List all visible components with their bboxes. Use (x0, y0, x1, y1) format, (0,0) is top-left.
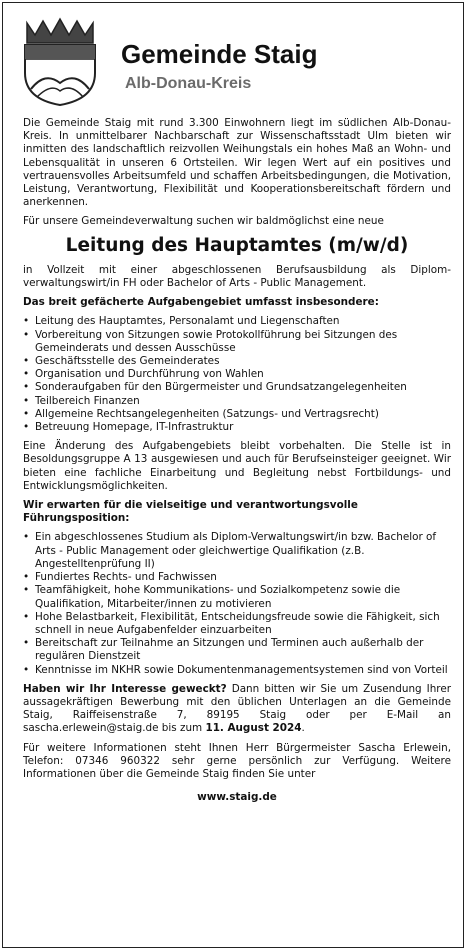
org-name: Gemeinde Staig (121, 39, 318, 69)
ad-body (23, 117, 451, 804)
list-item: • Teamfähigkeit, hohe Kommunikations- und Sozialkompetenz sowie die Qualifikation, Mitarbeiter/innen zu motivieren (23, 584, 451, 610)
search-line: Für unsere Gemeindeverwaltung suchen wir baldmöglichst eine neue (23, 215, 384, 228)
list-item: • Geschäftsstelle des Gemeinderates (23, 355, 451, 368)
expectations-heading: Wir erwarten für die vielseitige und verantwortungsvolle Führungsposition: (23, 499, 358, 525)
list-item: • Vorbereitung von Sitzungen sowie Protokollführung bei Sitzungen des Gemeinderats und dessen Ausschüsse (23, 329, 451, 355)
change-note: Eine Änderung des Aufgabengebiets bleibt vorbehalten. Die Stelle ist in Besoldungsgruppe A 13 ausgewiesen und auch für Berufseinsteiger geeignet. Wir bieten eine fachliche Einarbeitung und Begleitung nebst Fortbildungs- und Entwicklungsmöglichkeiten. (23, 440, 451, 492)
list-item: • Bereitschaft zur Teilnahme an Sitzungen und Terminen auch außerhalb der regulären Dienstzeit (23, 637, 451, 663)
coat-of-arms-icon (21, 17, 99, 107)
apply-text: Dann bitten wir Sie um Zusendung Ihrer aussagekräftigen Bewerbung mit den üblichen Unterlagen an die Gemeinde Staig, Raiffeisenstraße 7, 89195 Staig oder per E-Mail an sascha.erlewein@staig.de bis zum (23, 682, 452, 735)
website-link[interactable]: www.staig.de (197, 791, 277, 804)
qualification-line: in Vollzeit mit einer abgeschlossenen Berufsausbildung als Diplomverwaltungswirt/in FH oder Bachelor of Arts - Public Management. (23, 263, 451, 290)
intro-paragraph: Die Gemeinde Staig mit rund 3.300 Einwohnern liegt im südlichen Alb-Donau-Kreis. In unmittelbarer Nachbarschaft zur Wissenschaftsstadt Ulm bieten wir inmitten des landschaftlich reizvollen Weihungstals ein hohes Maß an Wohn- und Lebensqualität in unseren 6 Ortsteilen. Wir legen Wert auf ein positives und vertrauensvolles Arbeitsumfeld und schaffen Arbeitsbedingungen, die Motivation, Leistung, Verantwortung, Flexibilität und Kooperationsbereitschaft fördern und anerkennen. (23, 117, 451, 209)
job-title: Leitung des Hauptamtes (m/w/d) (65, 234, 409, 256)
list-item: • Organisation und Durchführung von Wahlen (23, 368, 451, 381)
list-item: • Leitung des Hauptamtes, Personalamt und Liegenschaften (23, 315, 451, 328)
list-item: • Hohe Belastbarkeit, Flexibilität, Entscheidungsfreude sowie die Fähigkeit, sich schnell in neue Aufgabenfelder einzuarbeiten (23, 611, 451, 637)
org-district: Alb-Donau-Kreis (125, 75, 252, 92)
apply-lead: Haben wir Ihr Interesse geweckt? (23, 682, 227, 695)
tasks-list (23, 315, 451, 434)
header (17, 17, 457, 107)
list-item: • Teilbereich Finanzen (23, 395, 451, 408)
job-ad-frame (2, 2, 464, 948)
expectations-list (23, 531, 451, 676)
list-item: • Allgemeine Rechtsangelegenheiten (Satzungs- und Vertragsrecht) (23, 408, 451, 421)
apply-paragraph (23, 683, 451, 736)
list-item: • Betreuung Homepage, IT-Infrastruktur (23, 421, 451, 434)
list-item: • Kenntnisse im NKHR sowie Dokumentenmanagementsystemen sind von Vorteil (23, 664, 451, 677)
apply-end: . (301, 722, 305, 735)
list-item: • Fundiertes Rechts- und Fachwissen (23, 571, 451, 584)
contact-paragraph: Für weitere Informationen steht Ihnen Herr Bürgermeister Sascha Erlewein, Telefon: 07346 960322 sehr gerne persönlich zur Verfügung. Weitere Informationen über die Gemeinde Staig finden Sie unter (23, 741, 451, 780)
list-item: • Sonderaufgaben für den Bürgermeister und Grundsatzangelegenheiten (23, 381, 451, 394)
list-item: • Ein abgeschlossenes Studium als Diplom-Verwaltungswirt/in bzw. Bachelor of Arts - Public Management oder gleichwertige Qualifikation (z.B. Angestelltenprüfung II) (23, 531, 451, 571)
tasks-heading: Das breit gefächerte Aufgabengebiet umfasst insbesondere: (23, 296, 379, 309)
apply-deadline: 11. August 2024 (205, 722, 302, 735)
